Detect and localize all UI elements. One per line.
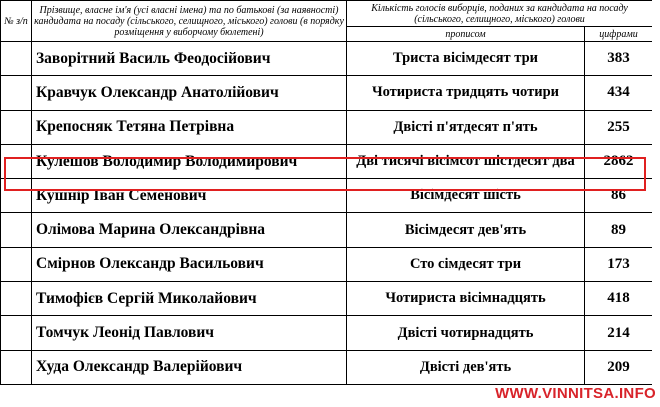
page-edge <box>652 0 660 407</box>
table-row <box>1 316 653 350</box>
candidate-name: Крепосняк Тетяна Петрівна <box>32 110 347 144</box>
votes-in-words: Триста вісімдесят три <box>347 42 585 76</box>
table-row <box>1 42 653 76</box>
row-number <box>1 247 32 281</box>
candidate-name: Олімова Марина Олександрівна <box>32 213 347 247</box>
votes-in-figures: 173 <box>585 247 653 281</box>
votes-in-figures: 86 <box>585 179 653 213</box>
votes-in-words: Сто сімдесят три <box>347 247 585 281</box>
header-votes: Кількість голосів виборців, поданих за кандидата на посаду (сільського, селищного, міського) голови <box>347 1 653 27</box>
candidate-name: Тимофієв Сергій Миколайович <box>32 282 347 316</box>
votes-in-figures: 209 <box>585 350 653 384</box>
votes-in-words: Двісті п'ятдесят п'ять <box>347 110 585 144</box>
votes-in-figures: 383 <box>585 42 653 76</box>
table-row <box>1 179 653 213</box>
votes-in-figures: 434 <box>585 76 653 110</box>
row-number <box>1 316 32 350</box>
row-number <box>1 76 32 110</box>
row-number <box>1 282 32 316</box>
votes-in-figures: 255 <box>585 110 653 144</box>
candidate-name: Кулешов Володимир Володимирович <box>32 144 347 178</box>
row-number <box>1 179 32 213</box>
table-row <box>1 247 653 281</box>
votes-in-figures: 2862 <box>585 144 653 178</box>
header-votes-figures: цифрами <box>585 27 653 42</box>
header-number: № з/п <box>1 1 32 42</box>
votes-in-figures: 214 <box>585 316 653 350</box>
votes-in-words: Вісімдесят шість <box>347 179 585 213</box>
candidate-name: Томчук Леонід Павлович <box>32 316 347 350</box>
votes-in-figures: 418 <box>585 282 653 316</box>
candidate-name: Кушнір Іван Семенович <box>32 179 347 213</box>
votes-in-words: Чотириста тридцять чотири <box>347 76 585 110</box>
table-row-highlighted <box>1 144 653 178</box>
candidate-name: Худа Олександр Валерійович <box>32 350 347 384</box>
votes-in-words: Дві тисячі вісімсот шістдесят два <box>347 144 585 178</box>
votes-in-words: Чотириста вісімнадцять <box>347 282 585 316</box>
row-number <box>1 350 32 384</box>
header-candidate-name: Прізвище, власне ім'я (усі власні імена) та по батькові (за наявності) кандидата на посаду (сільського, селищного, міського) голови (в порядку розміщення у виборчому бюлетені) <box>32 1 347 42</box>
row-number <box>1 110 32 144</box>
header-votes-words: прописом <box>347 27 585 42</box>
votes-in-words: Вісімдесят дев'ять <box>347 213 585 247</box>
table-row <box>1 110 653 144</box>
row-number <box>1 42 32 76</box>
site-watermark: WWW.VINNITSA.INFO <box>495 385 656 402</box>
table-row <box>1 76 653 110</box>
votes-in-words: Двісті дев'ять <box>347 350 585 384</box>
candidate-name: Заворітний Василь Феодосійович <box>32 42 347 76</box>
candidate-name: Смірнов Олександр Васильович <box>32 247 347 281</box>
row-number <box>1 144 32 178</box>
votes-in-words: Двісті чотирнадцять <box>347 316 585 350</box>
table-row <box>1 350 653 384</box>
table-row <box>1 213 653 247</box>
table-row <box>1 282 653 316</box>
candidate-name: Кравчук Олександр Анатолійович <box>32 76 347 110</box>
row-number <box>1 213 32 247</box>
votes-in-figures: 89 <box>585 213 653 247</box>
